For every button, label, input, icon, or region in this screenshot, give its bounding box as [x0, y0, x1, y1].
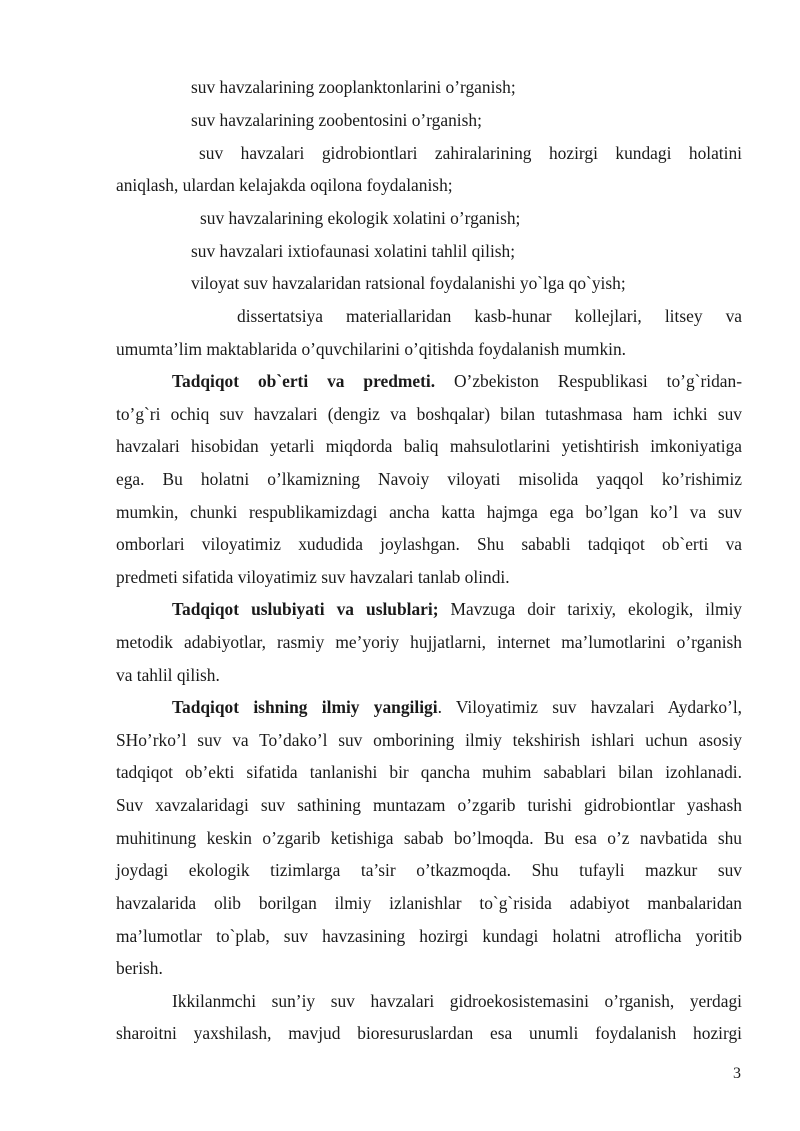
- paragraph-line: Tadqiqot ishning ilmiy yangiligi. Viloyatimiz suv havzalari Aydarko’l,: [172, 697, 742, 717]
- list-item-continuation: aniqlash, ulardan kelajakda oqilona foydalanish;: [116, 175, 453, 195]
- paragraph-line: sharoitni yaxshilash, mavjud bioresuruslardan esa unumli foydalanish hozirgi: [116, 1023, 742, 1043]
- paragraph-line: omborlari viloyatimiz xududida joylashgan. Shu sababli tadqiqot ob`erti va: [116, 534, 742, 554]
- section-heading: Tadqiqot ob`erti va predmeti.: [172, 371, 436, 391]
- paragraph-line: predmeti sifatida viloyatimiz suv havzalari tanlab olindi.: [116, 567, 510, 587]
- list-item: dissertatsiya materiallaridan kasb-hunar kollejlari, litsey va: [237, 306, 742, 326]
- paragraph-line: SHo’rko’l suv va To’dako’l suv omborining ilmiy tekshirish ishlari uchun asosiy: [116, 730, 742, 750]
- list-item: suv havzalarining zooplanktonlarini o’rganish;: [191, 77, 516, 97]
- list-item-continuation: umumta’lim maktablarida o’quvchilarini o’qitishda foydalanish mumkin.: [116, 339, 627, 359]
- paragraph-line: to’g`ri ochiq suv havzalari (dengiz va boshqalar) bilan tutashmasa ham ichki suv: [116, 404, 742, 424]
- paragraph-line: tadqiqot ob’ekti sifatida tanlanishi bir qancha muhim sabablari bilan izohlanadi.: [116, 762, 742, 782]
- list-item: suv havzalari gidrobiontlari zahiralarining hozirgi kundagi holatini: [199, 143, 742, 163]
- paragraph-line: Suv xavzalaridagi suv sathining muntazam o’zgarib turishi gidrobiontlar yashash: [116, 795, 742, 815]
- paragraph-line: mumkin, chunki respublikamizdagi ancha katta hajmga ega bo’lgan ko’l va suv: [116, 502, 742, 522]
- paragraph-line: ma’lumotlar to`plab, suv havzasining hozirgi kundagi holatni atroflicha yoritib: [116, 926, 742, 946]
- list-item: suv havzalarining zoobentosini o’rganish;: [191, 110, 482, 130]
- section-heading: Tadqiqot ishning ilmiy yangiligi: [172, 697, 438, 717]
- paragraph-line: Ikkilanmchi sun’iy suv havzalari gidroekosistemasini o’rganish, yerdagi: [172, 991, 742, 1011]
- list-item: viloyat suv havzalaridan ratsional foydalanishi yo`lga qo`yish;: [191, 273, 626, 293]
- paragraph-line: ega. Bu holatni o’lkamizning Navoiy viloyati misolida yaqqol ko’rishimiz: [116, 469, 742, 489]
- paragraph-line: berish.: [116, 958, 163, 978]
- paragraph-line: metodik adabiyotlar, rasmiy me’yoriy hujjatlarni, internet ma’lumotlarini o’rganish: [116, 632, 742, 652]
- paragraph-line: muhitinung keskin o’zgarib ketishiga sabab bo’lmoqda. Bu esa o’z navbatida shu: [116, 828, 742, 848]
- list-item: suv havzalarining ekologik xolatini o’rganish;: [200, 208, 521, 228]
- paragraph-line: havzalari hisobidan yetarli miqdorda baliq mahsulotlarini yetishtirish imkoniyatiga: [116, 436, 742, 456]
- section-heading: Tadqiqot uslubiyati va uslublari;: [172, 599, 439, 619]
- paragraph-line: Tadqiqot uslubiyati va uslublari; Mavzuga doir tarixiy, ekologik, ilmiy: [172, 599, 742, 619]
- paragraph-line: joydagi ekologik tizimlarga ta’sir o’tkazmoqda. Shu tufayli mazkur suv: [116, 860, 742, 880]
- paragraph-line: havzalarida olib borilgan ilmiy izlanishlar to`g`risida adabiyot manbalaridan: [116, 893, 742, 913]
- page-number: 3: [733, 1065, 741, 1082]
- paragraph-line: va tahlil qilish.: [116, 665, 220, 685]
- list-item: suv havzalari ixtiofaunasi xolatini tahlil qilish;: [191, 241, 516, 261]
- paragraph-line: Tadqiqot ob`erti va predmeti. O’zbekiston Respublikasi to’g`ridan-: [172, 371, 742, 391]
